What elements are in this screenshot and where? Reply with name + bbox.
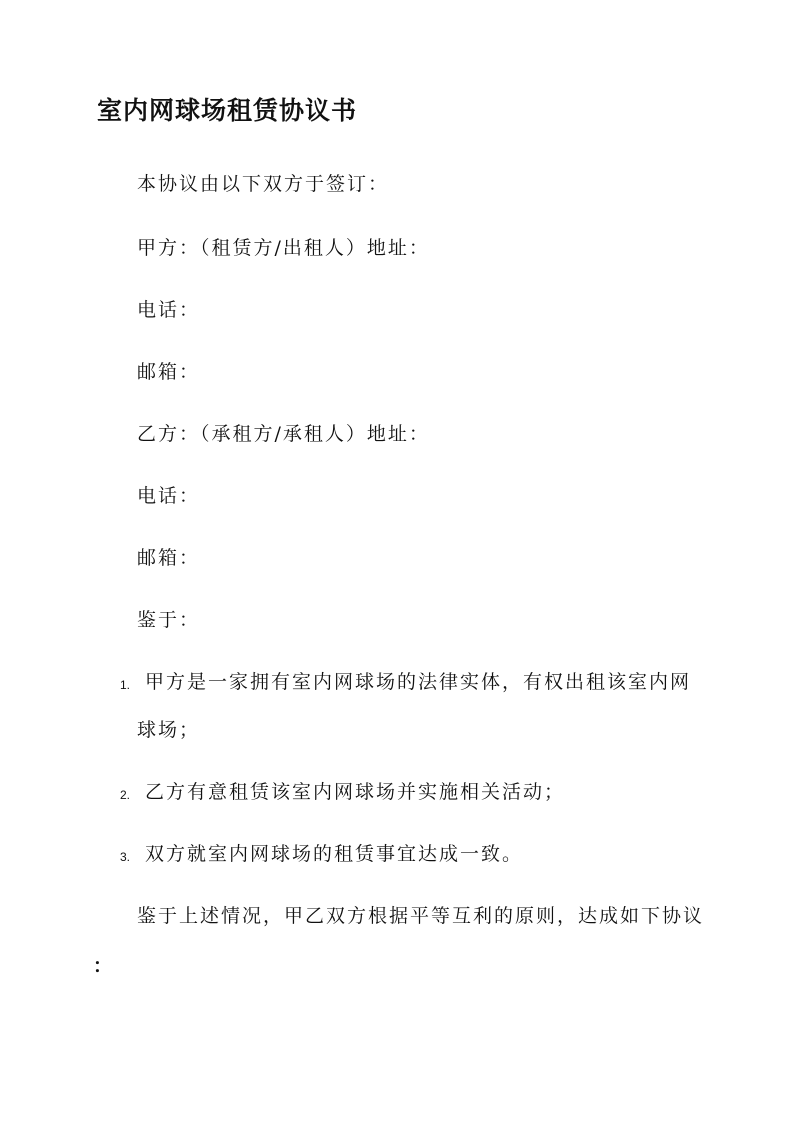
list-number-2: 2. — [120, 788, 131, 802]
party-a-address-label: 甲方：（租赁方/出租人）地址： — [137, 237, 430, 259]
intro-text: 本协议由以下双方于签订： — [137, 173, 390, 195]
list-item-2-text: 乙方有意租赁该室内网球场并实施相关活动； — [145, 781, 566, 803]
party-b-phone-label: 电话： — [137, 485, 201, 507]
conclusion-text: 鉴于上述情况，甲乙双方根据平等互利的原则，达成如下协议 — [137, 905, 705, 927]
whereas-heading: 鉴于： — [137, 609, 201, 631]
document-title: 室内网球场租赁协议书 — [97, 96, 358, 125]
list-item-3-text: 双方就室内网球场的租赁事宜达成一致。 — [145, 843, 524, 865]
party-b-email-label: 邮箱： — [137, 547, 201, 569]
party-b-address-label: 乙方：（承租方/承租人）地址： — [137, 423, 430, 445]
party-a-email-label: 邮箱： — [137, 361, 201, 383]
party-a-phone-label: 电话： — [137, 299, 201, 321]
list-number-1: 1. — [120, 678, 131, 692]
list-item-1-text: 甲方是一家拥有室内网球场的法律实体，有权出租该室内网 — [145, 671, 692, 693]
conclusion-colon: ： — [93, 955, 113, 977]
list-number-3: 3. — [120, 850, 131, 864]
list-item-1-continuation: 球场； — [137, 719, 201, 741]
